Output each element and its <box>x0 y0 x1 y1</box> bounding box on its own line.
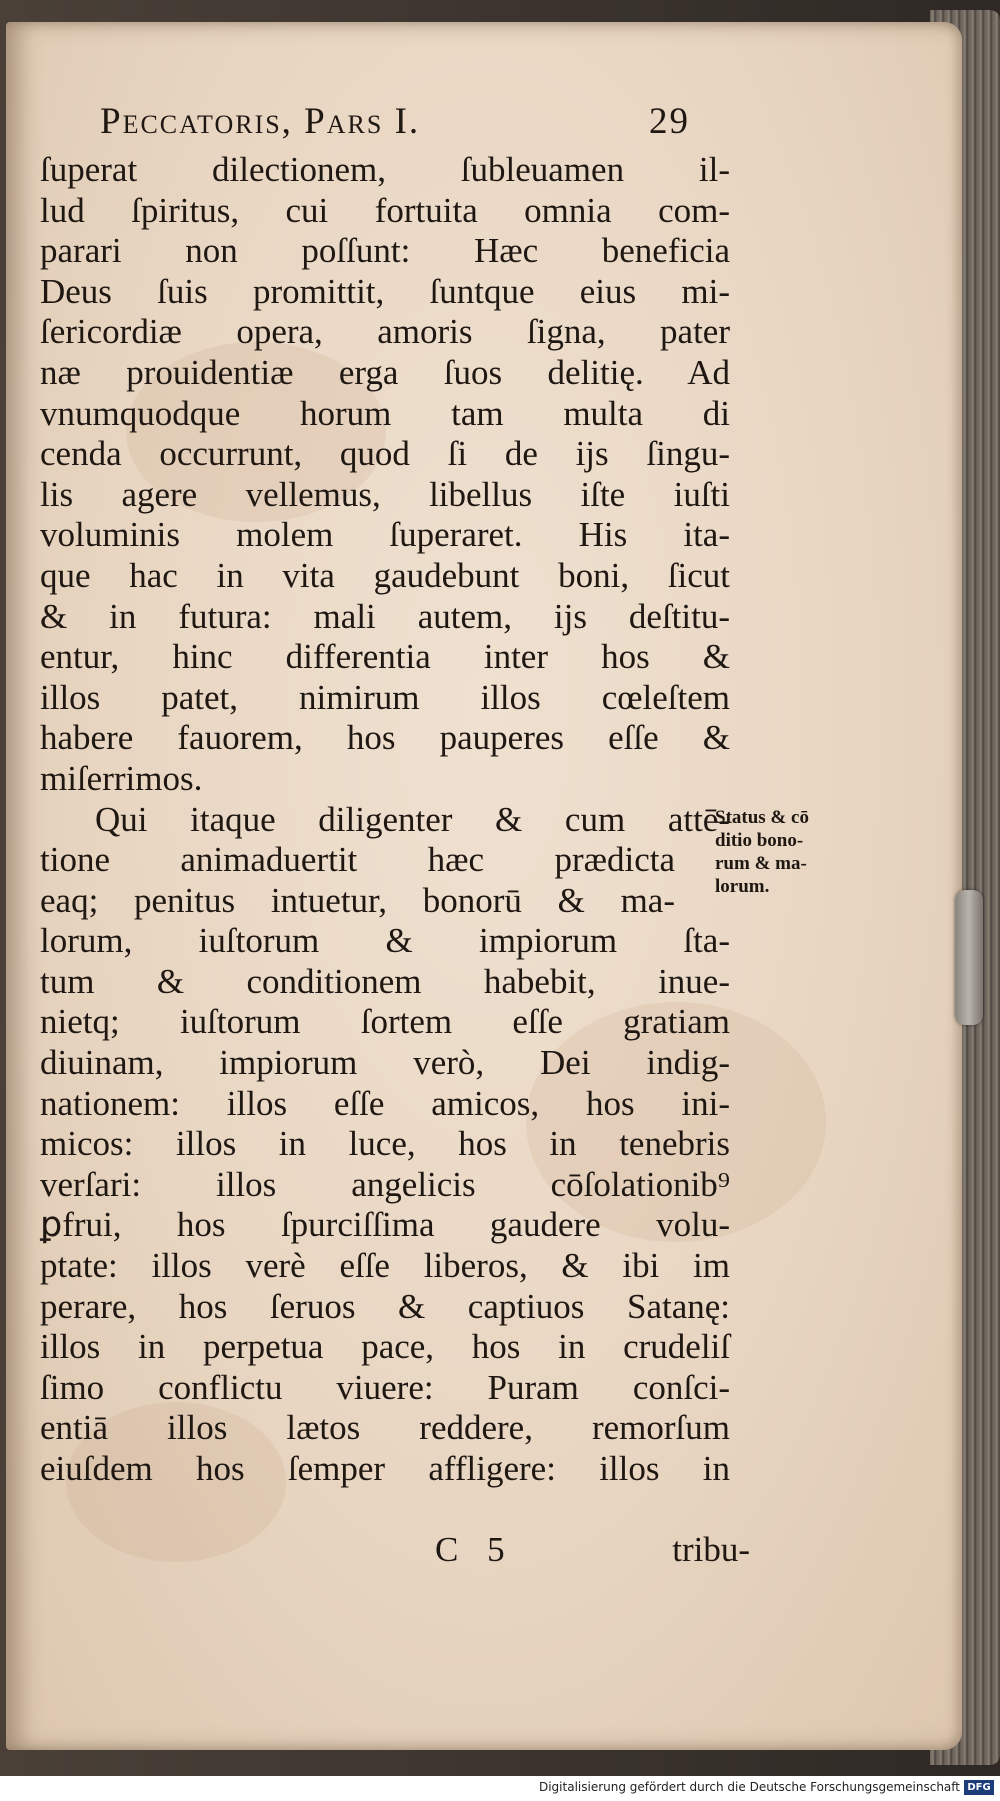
text-line: entiā illos lætos reddere, remorſum <box>40 1408 730 1448</box>
text-line: ptate: illos verè eſſe liberos, & ibi im <box>40 1246 730 1286</box>
text-line: diuinam, impiorum verò, Dei indig- <box>40 1043 730 1083</box>
text-line: lud ſpiritus, cui fortuita omnia com- <box>40 190 730 230</box>
page-number: 29 <box>649 101 690 142</box>
text-line: miſerrimos. <box>40 758 203 798</box>
text-line: vnumquodque horum tam multa di <box>40 393 730 433</box>
text-line: tione animaduertit hæc prædicta <box>40 840 675 880</box>
page-foot <box>40 1530 750 1574</box>
body-text <box>40 150 730 1490</box>
text-line: cenda occurrunt, quod ſi de ijs ſingu- <box>40 434 730 474</box>
text-line: ſuperat dilectionem, ſubleuamen il- <box>40 150 730 189</box>
text-line: ſimo conflictu viuere: Puram conſci- <box>40 1367 730 1407</box>
text-line: ꝑfrui, hos ſpurciſſima gaudere volu- <box>40 1205 730 1245</box>
text-line: Qui itaque diligenter & cum attē- <box>95 799 730 839</box>
catchword: tribu- <box>672 1530 750 1569</box>
footer-bar <box>0 1776 1000 1801</box>
text-line: illos patet, nimirum illos cœleſtem <box>40 677 730 717</box>
text-line: que hac in vita gaudebunt boni, ſicut <box>40 555 730 595</box>
text-line: & in futura: mali autem, ijs deſtitu- <box>40 596 730 636</box>
text-line: habere fauorem, hos pauperes eſſe & <box>40 718 730 758</box>
text-line: micos: illos in luce, hos in tenebris <box>40 1124 730 1164</box>
text-line: nietq; iuſtorum ſortem eſſe gratiam <box>40 1002 730 1042</box>
text-line: voluminis molem ſuperaret. His ita- <box>40 515 730 555</box>
text-line: illos in perpetua pace, hos in crudeliſ <box>40 1327 730 1367</box>
marginal-line: ditio bono- <box>715 830 804 851</box>
text-line: tum & conditionem habebit, inue- <box>40 961 730 1001</box>
text-line: eaq; penitus intuetur, bonorū & ma- <box>40 880 675 920</box>
text-line: Deus ſuis promittit, ſuntque eius mi- <box>40 271 730 311</box>
text-line: entur, hinc differentia inter hos & <box>40 637 730 677</box>
text-line: næ prouidentiæ erga ſuos delitię. Ad <box>40 352 730 392</box>
marginal-note <box>715 806 885 898</box>
marginal-line: rum & ma- <box>715 853 807 874</box>
page-clip <box>955 890 983 1025</box>
marginal-line: lorum. <box>715 876 770 897</box>
text-line: nationem: illos eſſe amicos, hos ini- <box>40 1083 730 1123</box>
text-line: lis agere vellemus, libellus iſte iuſti <box>40 474 730 514</box>
running-title: Peccatoris, Pars I. <box>100 101 421 142</box>
marginal-line: Status & cō <box>715 807 809 828</box>
text-line: lorum, iuſtorum & impiorum ſta- <box>40 921 730 961</box>
running-header <box>100 100 690 150</box>
text-line: eiuſdem hos ſemper affligere: illos in <box>40 1449 730 1488</box>
text-line: verſari: illos angelicis cōſolationib⁹ <box>40 1164 730 1204</box>
dfg-logo: DFG <box>964 1780 994 1795</box>
footer-credit: Digitalisierung gefördert durch die Deutsche Forschungsgemeinschaft <box>538 1780 960 1794</box>
text-line: parari non poſſunt: Hæc beneficia <box>40 231 730 271</box>
signature-mark: C 5 <box>435 1530 515 1569</box>
text-line: ſericordiæ opera, amoris ſigna, pater <box>40 312 730 352</box>
text-line: perare, hos ſeruos & captiuos Satanę: <box>40 1286 730 1326</box>
